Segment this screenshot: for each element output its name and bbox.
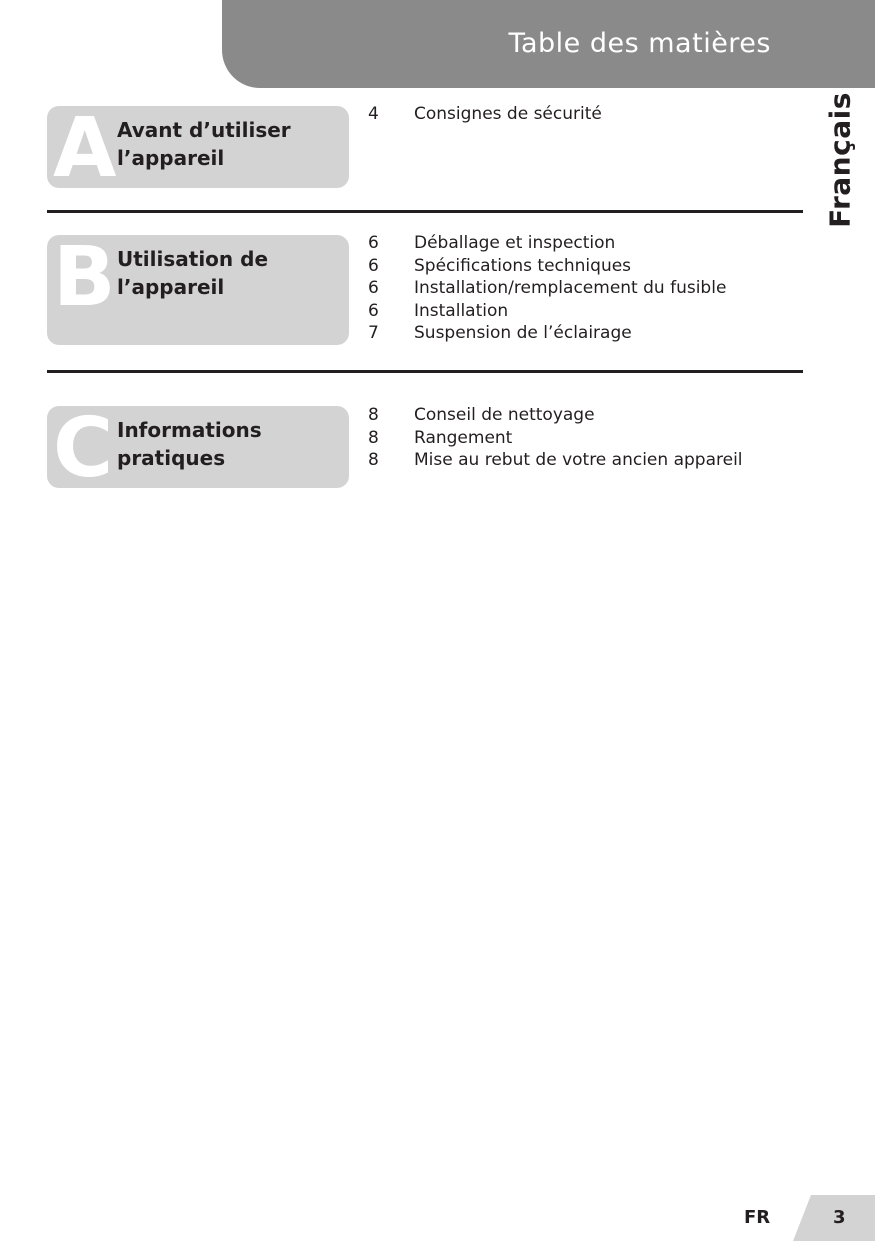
section-b-title bbox=[117, 245, 268, 301]
section-c-title bbox=[117, 416, 262, 472]
toc-entry[interactable] bbox=[368, 232, 726, 255]
section-a-title-line1: Avant d’utiliser bbox=[117, 118, 291, 142]
toc-entry[interactable] bbox=[368, 103, 602, 126]
section-a-entries bbox=[368, 103, 602, 126]
section-b-title-line2: l’appareil bbox=[117, 275, 225, 299]
toc-page-number: 6 bbox=[368, 255, 379, 276]
toc-entry-text: Installation bbox=[414, 300, 509, 321]
page-title: Table des matières bbox=[508, 28, 771, 59]
toc-entry[interactable] bbox=[368, 427, 743, 450]
toc-entry[interactable] bbox=[368, 404, 743, 427]
toc-page-number: 6 bbox=[368, 278, 379, 299]
language-label: Français bbox=[823, 92, 857, 228]
toc-entry-text: Installation/remplacement du fusible bbox=[414, 278, 727, 299]
toc-entry[interactable] bbox=[368, 255, 726, 278]
footer-page-number: 3 bbox=[833, 1207, 846, 1228]
section-a-box bbox=[47, 106, 349, 188]
section-c-entries bbox=[368, 404, 743, 472]
toc-entry-text: Rangement bbox=[414, 427, 513, 448]
toc-page-number: 7 bbox=[368, 323, 379, 344]
section-b-box bbox=[47, 235, 349, 345]
toc-entry-text: Consignes de sécurité bbox=[414, 104, 602, 125]
divider bbox=[47, 210, 803, 213]
section-a-title bbox=[117, 116, 291, 172]
toc-page-number: 8 bbox=[368, 450, 379, 471]
toc-entry[interactable] bbox=[368, 322, 726, 345]
header-tab bbox=[222, 0, 875, 88]
toc-page-number: 8 bbox=[368, 405, 379, 426]
divider bbox=[47, 370, 803, 373]
section-c-title-line2: pratiques bbox=[117, 446, 226, 470]
toc-entry[interactable] bbox=[368, 300, 726, 323]
section-c-box bbox=[47, 406, 349, 488]
section-a-letter: A bbox=[53, 106, 117, 188]
toc-entry-text: Suspension de l’éclairage bbox=[414, 323, 632, 344]
section-b-entries bbox=[368, 232, 726, 345]
toc-entry-text: Mise au rebut de votre ancien appareil bbox=[414, 450, 743, 471]
toc-entry-text: Déballage et inspection bbox=[414, 233, 616, 254]
section-c-letter: C bbox=[53, 406, 114, 488]
toc-entry[interactable] bbox=[368, 277, 726, 300]
toc-page-number: 6 bbox=[368, 300, 379, 321]
toc-page-number: 8 bbox=[368, 427, 379, 448]
toc-entry-text: Spécifications techniques bbox=[414, 255, 632, 276]
toc-entry[interactable] bbox=[368, 449, 743, 472]
footer-language-code: FR bbox=[744, 1207, 771, 1228]
toc-page-number: 4 bbox=[368, 104, 379, 125]
section-c-title-line1: Informations bbox=[117, 418, 262, 442]
toc-entry-text: Conseil de nettoyage bbox=[414, 405, 595, 426]
section-a-title-line2: l’appareil bbox=[117, 146, 225, 170]
section-b-letter: B bbox=[53, 235, 116, 325]
footer-page-box bbox=[793, 1195, 875, 1241]
toc-page-number: 6 bbox=[368, 233, 379, 254]
section-b-title-line1: Utilisation de bbox=[117, 247, 269, 271]
